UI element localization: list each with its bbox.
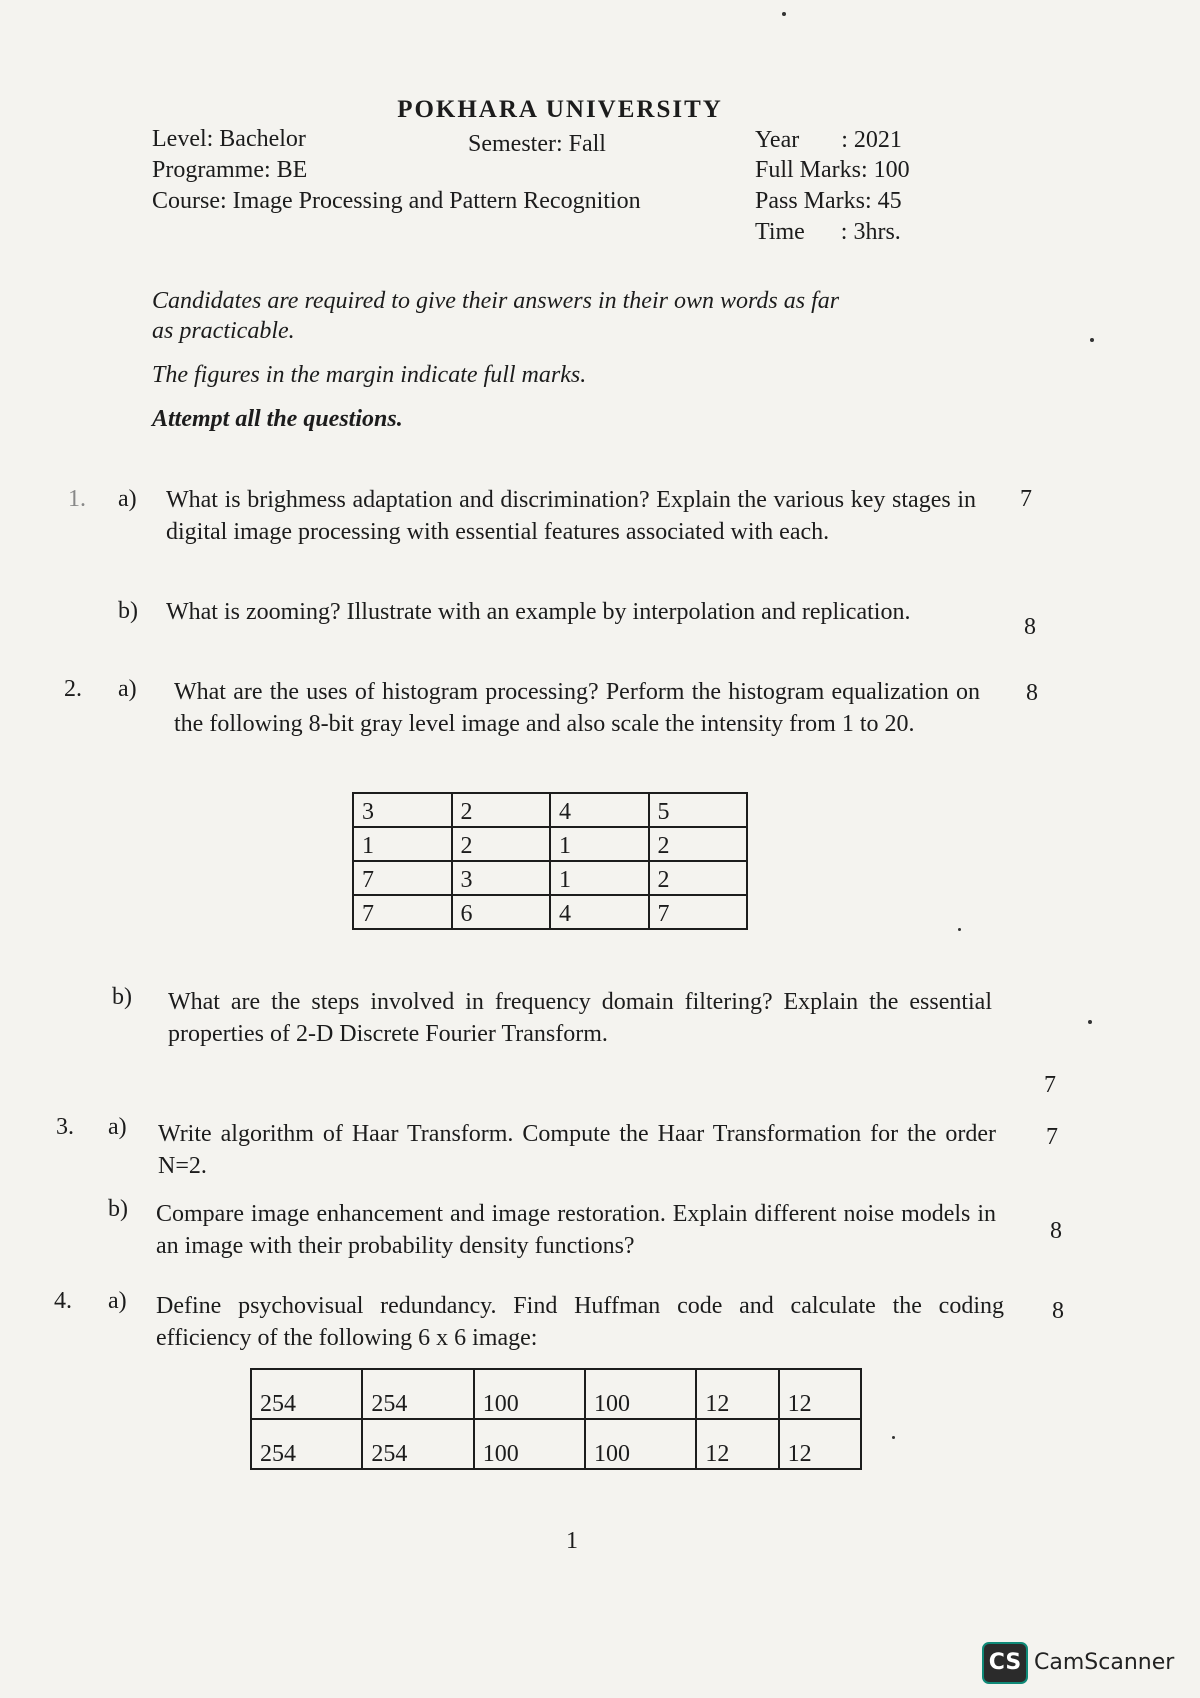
instruction-line-2: The figures in the margin indicate full marks.	[152, 362, 587, 388]
q1b-label: b)	[118, 598, 138, 624]
q2a-marks: 8	[1026, 680, 1038, 706]
table-cell: 12	[696, 1419, 778, 1469]
q2-number: 2.	[64, 676, 82, 702]
table-cell: 3	[452, 861, 551, 895]
q4a-marks: 8	[1052, 1298, 1064, 1324]
q1a-text: What is brighmess adaptation and discrimination? Explain the various key stages in digital image processing with essential features associated with each.	[166, 487, 976, 545]
q4a-text: Define psychovisual redundancy. Find Huffman code and calculate the coding efficiency of the following 6 x 6 image:	[156, 1293, 1004, 1351]
table-cell: 4	[550, 793, 649, 827]
table-cell: 100	[585, 1369, 696, 1419]
table-cell: 254	[251, 1369, 362, 1419]
q2b-label: b)	[112, 984, 132, 1010]
table-cell: 254	[362, 1369, 473, 1419]
q3a-marks: 7	[1046, 1124, 1058, 1150]
year: Year : 2021	[755, 127, 902, 153]
table-cell: 5	[649, 793, 748, 827]
full-marks: Full Marks: 100	[755, 157, 910, 183]
q1-number: 1.	[68, 486, 86, 512]
q1b-text: What is zooming? Illustrate with an example by interpolation and replication.	[166, 599, 911, 625]
page-number: 1	[566, 1528, 578, 1554]
table-cell: 100	[585, 1419, 696, 1469]
scan-speck	[1090, 338, 1094, 342]
instruction-line-3: Attempt all the questions.	[152, 406, 403, 432]
table-cell: 2	[649, 861, 748, 895]
q4a-label: a)	[108, 1288, 127, 1314]
q3a-label: a)	[108, 1114, 127, 1140]
q3-number: 3.	[56, 1114, 74, 1140]
table-cell: 12	[696, 1369, 778, 1419]
q2b-marks: 7	[1044, 1072, 1056, 1098]
camscanner-text: CamScanner	[1034, 1650, 1175, 1675]
q3b-text: Compare image enhancement and image restoration. Explain different noise models in an image with their probability density functions?	[156, 1201, 996, 1259]
q3b-label: b)	[108, 1196, 128, 1222]
table-cell: 7	[649, 895, 748, 929]
table-cell: 2	[452, 793, 551, 827]
q1a-label: a)	[118, 486, 137, 512]
table-cell: 100	[474, 1419, 585, 1469]
huffman-image-table	[250, 1368, 862, 1470]
time: Time : 3hrs.	[755, 219, 901, 245]
instruction-line-1: Candidates are required to give their answers in their own words as far	[152, 288, 840, 314]
scan-speck	[958, 928, 961, 931]
scan-speck	[1088, 1020, 1092, 1024]
q3a-text: Write algorithm of Haar Transform. Compute the Haar Transformation for the order N=2.	[158, 1121, 996, 1179]
table-cell: 3	[353, 793, 452, 827]
scan-speck	[892, 1436, 895, 1439]
q1a-marks: 7	[1020, 486, 1032, 512]
table-cell: 12	[779, 1369, 861, 1419]
pass-marks: Pass Marks: 45	[755, 188, 902, 214]
histogram-image-table	[352, 792, 748, 930]
table-cell: 12	[779, 1419, 861, 1469]
programme: Programme: BE	[152, 157, 308, 183]
table-cell: 4	[550, 895, 649, 929]
q2b-text: What are the steps involved in frequency domain filtering? Explain the essential properties of 2-D Discrete Fourier Transform.	[168, 989, 992, 1047]
table-cell: 2	[452, 827, 551, 861]
table-cell: 254	[362, 1419, 473, 1469]
camscanner-logo-icon: CS	[982, 1642, 1028, 1684]
semester: Semester: Fall	[468, 131, 606, 157]
table-cell: 2	[649, 827, 748, 861]
q4-number: 4.	[54, 1288, 72, 1314]
q2a-text: What are the uses of histogram processing? Perform the histogram equalization on the following 8-bit gray level image and also scale the intensity from 1 to 20.	[174, 679, 980, 737]
table-cell: 7	[353, 861, 452, 895]
university-title: POKHARA UNIVERSITY	[397, 96, 723, 123]
table-cell: 7	[353, 895, 452, 929]
table-cell: 1	[550, 861, 649, 895]
q2a-label: a)	[118, 676, 137, 702]
table-cell: 1	[353, 827, 452, 861]
level: Level: Bachelor	[152, 126, 306, 152]
table-cell: 1	[550, 827, 649, 861]
q3b-marks: 8	[1050, 1218, 1062, 1244]
instruction-line-1-cont: as practicable.	[152, 318, 295, 344]
table-cell: 100	[474, 1369, 585, 1419]
scan-speck	[782, 12, 786, 16]
table-cell: 6	[452, 895, 551, 929]
course: Course: Image Processing and Pattern Recognition	[152, 188, 641, 214]
q1b-marks: 8	[1024, 614, 1036, 640]
table-cell: 254	[251, 1419, 362, 1469]
